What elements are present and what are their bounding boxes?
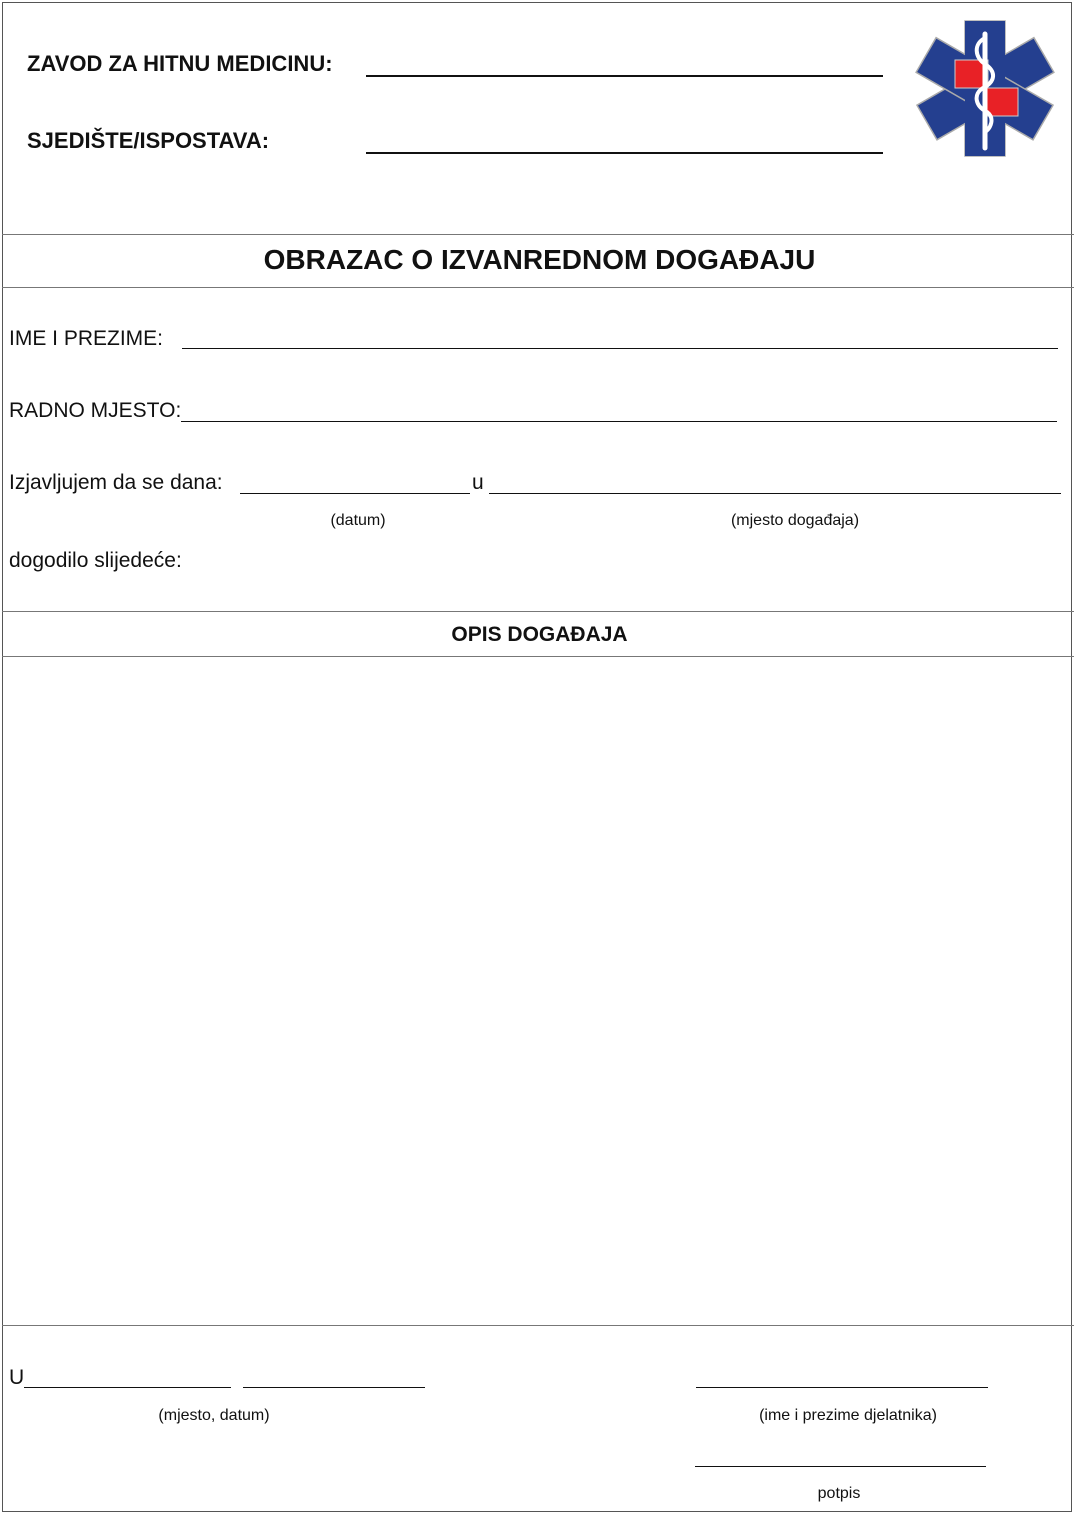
employee-name-field[interactable]	[696, 1387, 988, 1388]
date-caption: (datum)	[330, 512, 386, 529]
signature-field[interactable]	[695, 1466, 986, 1467]
place-date-caption: (mjesto, datum)	[158, 1407, 270, 1424]
position-label: RADNO MJESTO:	[9, 399, 182, 422]
divider	[2, 287, 1074, 288]
branch-label: SJEDIŠTE/ISPOSTAVA:	[27, 128, 270, 153]
name-field[interactable]	[182, 348, 1058, 349]
divider	[2, 656, 1074, 657]
place-caption: (mjesto događaja)	[730, 512, 860, 529]
page-title: OBRAZAC O IZVANREDNOM DOGAĐAJU	[263, 244, 816, 275]
institution-field[interactable]	[366, 75, 883, 77]
statement-suffix: dogodilo slijedeće:	[9, 549, 182, 572]
institution-label: ZAVOD ZA HITNU MEDICINU:	[27, 51, 333, 76]
star-of-life-icon	[915, 20, 1055, 158]
footer-date-field[interactable]	[243, 1387, 425, 1388]
footer-place-field[interactable]	[24, 1387, 231, 1388]
divider	[2, 1325, 1074, 1326]
employee-caption: (ime i prezime djelatnika)	[759, 1407, 937, 1424]
signature-caption: potpis	[817, 1485, 861, 1502]
footer-u-label: U	[9, 1366, 25, 1389]
description-area[interactable]	[4, 658, 1072, 1323]
date-field[interactable]	[240, 493, 470, 494]
name-label: IME I PREZIME:	[9, 327, 164, 350]
position-field[interactable]	[181, 421, 1057, 422]
divider	[2, 234, 1074, 235]
statement-u: u	[472, 471, 484, 494]
description-heading: OPIS DOGAĐAJA	[451, 623, 628, 646]
divider	[2, 611, 1074, 612]
statement-prefix: Izjavljujem da se dana:	[9, 471, 223, 494]
branch-field[interactable]	[366, 152, 883, 154]
event-place-field[interactable]	[489, 493, 1061, 494]
